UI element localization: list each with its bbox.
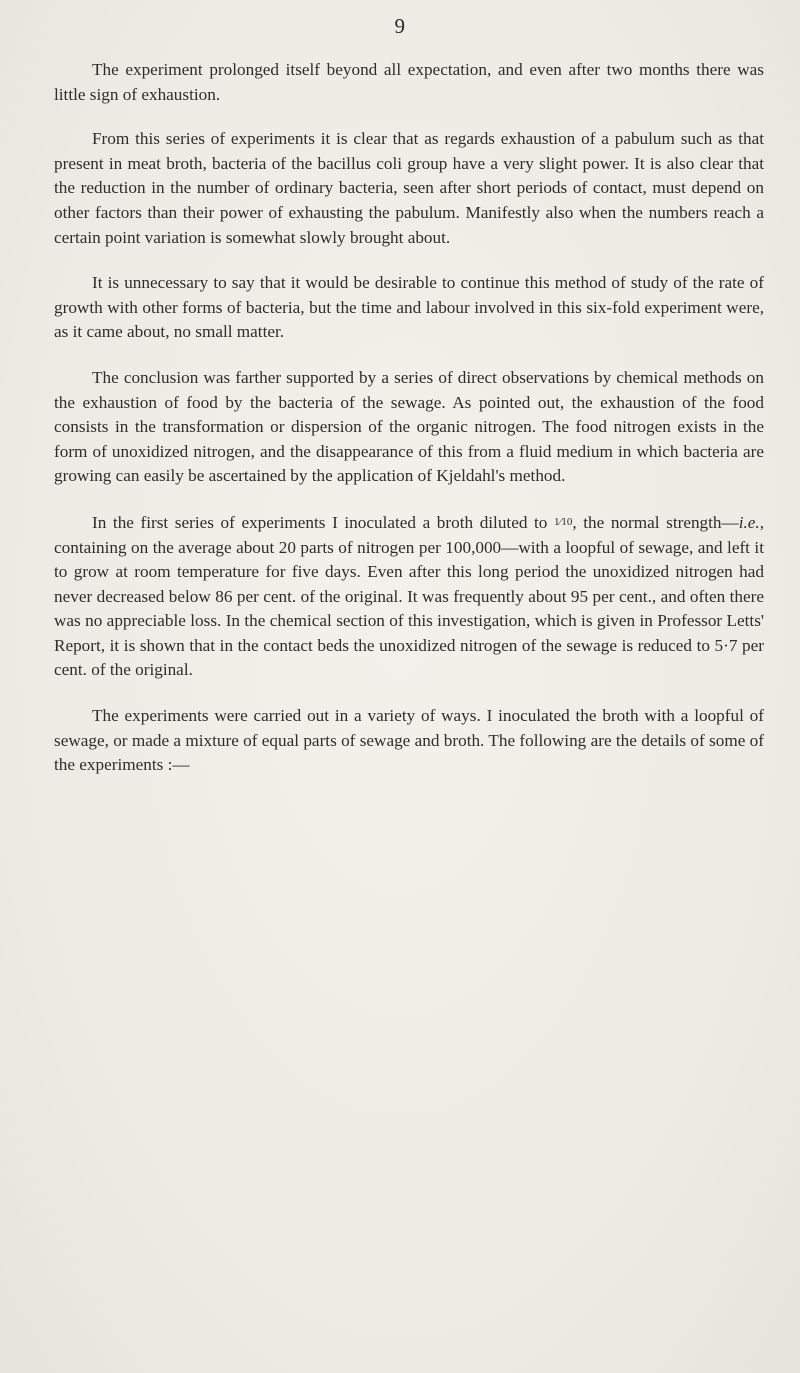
paragraph-exhaustion-conclusion: From this series of experiments it is clear that as regards exhaustion of a pabulum such as that present in meat broth, bacteria of the bacillus coli group have a very slight power. It is also clear that the reduction in the number of ordinary bacteria, seen after short periods of contact, must depend on other factors than their power of exhausting the pabulum. Manifestly also when the numbers reach a certain point variation is somewhat slowly brought about. bbox=[54, 129, 764, 247]
paragraph-chemical-methods: The conclusion was farther supported by a series of direct observations by chemical methods on the exhaustion of food by the bacteria of the sewage. As pointed out, the exhaustion of the food consists in the transformation or dispersion of the organic nitrogen. The food nitrogen exists in the form of unoxidized nitrogen, and the disappearance of this from a fluid medium in which bacteria are growing can easily be ascertained by the application of Kjeldahl's method. bbox=[54, 367, 764, 486]
dilution-fraction: 1⁄10 bbox=[554, 515, 573, 528]
body-text bbox=[54, 58, 764, 799]
first-series-text-end: , containing on the average about 20 parts of nitrogen per 100,000—with a loopful of sewage, and left it to grow at room temperature for five days. Even after this long period the unoxidized nitrogen had never decreased below 86 per cent. of the original. It was frequently about 95 per cent., and often there was no appreciable loss. In the chemical section of this investigation, which is given in Professor Letts' Report, it is shown that in the contact beds the unoxidized nitrogen of the sewage is reduced to 5·7 per cent. of the original. bbox=[54, 512, 764, 680]
paragraph-further-study: It is unnecessary to say that it would be desirable to continue this method of study of the rate of growth with other forms of bacteria, but the time and labour involved in this six-fold experiment were, as it came about, no small matter. bbox=[54, 273, 764, 342]
first-series-text-start: In the first series of experiments I inoculated a broth diluted to bbox=[92, 512, 554, 532]
paragraph-experiment-details: The experiments were carried out in a variety of ways. I inoculated the broth with a loopful of sewage, or made a mixture of equal parts of sewage and broth. The following are the details of some of the experiments :— bbox=[54, 706, 764, 775]
ie-abbreviation: i.e. bbox=[738, 512, 760, 532]
paragraph-exhaustion-timing: The experiment prolonged itself beyond all expectation, and even after two months there was little sign of exhaustion. bbox=[54, 60, 764, 104]
page-number: 9 bbox=[394, 14, 406, 38]
first-series-text-middle: , the normal strength— bbox=[572, 512, 739, 532]
paragraph-first-series bbox=[54, 510, 764, 683]
